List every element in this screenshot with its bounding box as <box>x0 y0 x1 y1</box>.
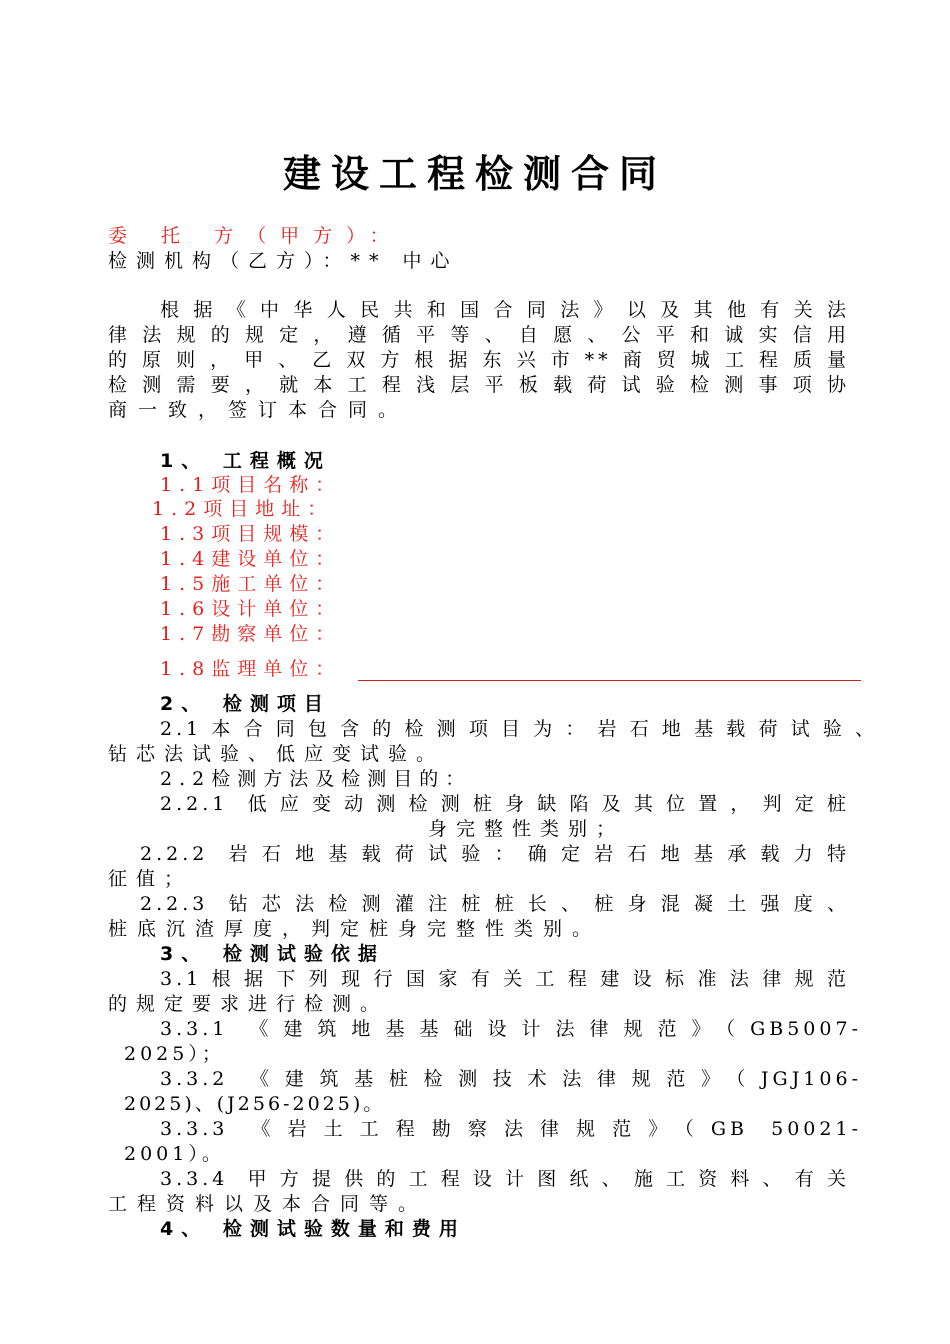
document-title: 建设工程检测合同 <box>282 152 667 196</box>
section-2-line-8: 2.2.3 钻芯法检测灌注桩桩长、桩身混凝土强度、 <box>140 893 850 915</box>
project-address-label: 1.2项目地址： <box>152 498 334 520</box>
section-1-heading: 1、 工程概况 <box>160 450 331 472</box>
section-3-heading: 3、 检测试验依据 <box>160 943 385 965</box>
section-2-line-2: 钻芯法试验、低应变试验。 <box>108 743 445 765</box>
section-3-line-8: 2001）。 <box>124 1143 225 1165</box>
supervision-unit-underline <box>358 680 861 681</box>
section-2-line-5: 身完整性类别； <box>428 818 625 840</box>
section-3-line-1: 3.1根据下列现行国家有关工程建设标准法律规范 <box>160 968 850 990</box>
section-2-heading: 2、 检测项目 <box>160 693 331 715</box>
section-2-line-1: 2.1本合同包含的检测项目为：岩石地基载荷试验、 <box>160 718 878 740</box>
project-name-label: 1.1项目名称： <box>160 474 342 496</box>
section-3-line-6: 2025)、(J256-2025)。 <box>124 1093 386 1115</box>
intro-line-3: 的原则，甲、乙双方根据东兴市**商贸城工程质量 <box>108 349 850 371</box>
section-3-line-2: 的规定要求进行检测。 <box>108 993 389 1015</box>
section-2-line-3: 2.2检测方法及检测目的： <box>160 768 472 790</box>
intro-line-5: 商一致，签订本合同。 <box>108 399 409 421</box>
survey-unit-label: 1.7勘察单位： <box>160 623 342 645</box>
testing-agency-label: 检测机构（乙方）：** 中心 <box>108 250 459 272</box>
section-2-line-7: 征值； <box>108 868 193 890</box>
section-3-line-5: 3.3.2 《建筑基桩检测技术法律规范》（JGJ106- <box>160 1068 862 1090</box>
section-2-line-4: 2.2.1 低应变动测检测桩身缺陷及其位置，判定桩 <box>160 793 850 815</box>
owner-unit-label: 1.4建设单位： <box>160 548 342 570</box>
design-unit-label: 1.6设计单位： <box>160 598 342 620</box>
intro-line-4: 检测需要，就本工程浅层平板载荷试验检测事项协 <box>108 374 850 396</box>
section-3-line-4: 2025）； <box>124 1043 225 1065</box>
construction-unit-label: 1.5施工单位： <box>160 573 342 595</box>
client-party-label: 委 托 方（甲方）： <box>108 225 403 247</box>
section-3-line-3: 3.3.1 《建筑地基基础设计法律规范》（GB5007- <box>160 1018 862 1040</box>
intro-line-1: 根据《中华人民共和国合同法》以及其他有关法 <box>160 299 850 321</box>
section-4-heading: 4、 检测试验数量和费用 <box>160 1218 466 1240</box>
section-2-line-9: 桩底沉渣厚度，判定桩身完整性类别。 <box>108 918 602 940</box>
section-3-line-7: 3.3.3 《岩土工程勘察法律规范》（GB 50021- <box>160 1118 862 1140</box>
project-scale-label: 1.3项目规模： <box>160 523 342 545</box>
section-2-line-6: 2.2.2 岩石地基载荷试验：确定岩石地基承载力特 <box>140 843 850 865</box>
section-3-line-10: 工程资料以及本合同等。 <box>108 1193 428 1215</box>
intro-line-2: 律法规的规定，遵循平等、自愿、公平和诚实信用 <box>108 324 850 346</box>
section-3-line-9: 3.3.4 甲方提供的工程设计图纸、施工资料、有关 <box>160 1168 850 1190</box>
supervision-unit-label: 1.8监理单位： <box>160 658 342 680</box>
